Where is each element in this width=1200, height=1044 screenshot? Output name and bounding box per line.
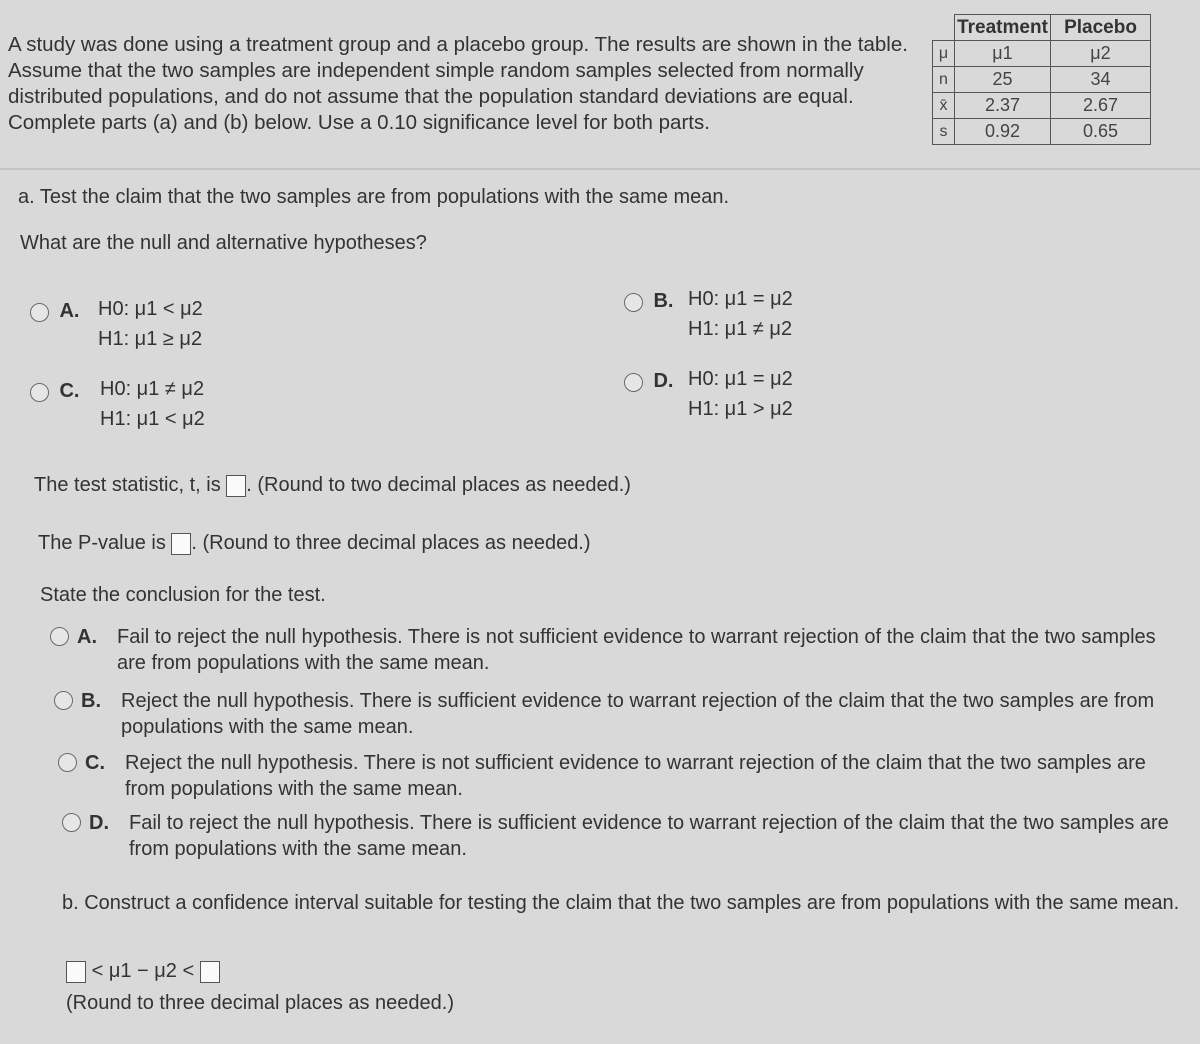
cell-placebo: 0.65 <box>1051 119 1151 145</box>
hypothesis-option-b[interactable] <box>624 290 673 313</box>
alt-hypothesis: H1: μ1 > μ2 <box>688 398 793 420</box>
alt-hypothesis: H1: μ1 ≠ μ2 <box>688 318 793 340</box>
conclusion-option-d[interactable] <box>62 810 1172 862</box>
intro-line: distributed populations, and do not assume that the population standard deviations are equal. <box>8 85 854 108</box>
cell-treatment: 25 <box>955 67 1051 93</box>
conclusion-option-c[interactable] <box>58 750 1168 802</box>
null-hypothesis: H0: μ1 = μ2 <box>688 368 793 390</box>
table-row <box>933 119 1151 145</box>
intro-line: Assume that the two samples are independent simple random samples selected from normally <box>8 59 864 82</box>
option-letter: D. <box>653 370 674 392</box>
problem-intro <box>8 32 928 136</box>
cell-treatment: 0.92 <box>955 119 1051 145</box>
hypothesis-option-b-text <box>688 284 793 344</box>
interval-expression: μ1 − μ2 <box>108 960 177 982</box>
ci-lower-input[interactable] <box>66 961 86 983</box>
conclusion-option-b[interactable] <box>54 688 1164 740</box>
table-row <box>933 67 1151 93</box>
null-hypothesis: H0: μ1 = μ2 <box>688 288 793 310</box>
row-label: s <box>933 119 955 145</box>
conclusion-text: are from populations with the same mean. <box>117 652 490 674</box>
option-letter: B. <box>81 690 101 712</box>
hypothesis-option-c-text <box>100 374 205 434</box>
hypothesis-option-c[interactable] <box>30 380 79 403</box>
radio-button[interactable] <box>624 293 643 312</box>
hypothesis-option-a-text <box>98 294 203 354</box>
alt-hypothesis: H1: μ1 < μ2 <box>100 408 205 430</box>
option-letter: C. <box>85 752 105 774</box>
radio-button[interactable] <box>50 627 69 646</box>
conclusion-prompt: State the conclusion for the test. <box>40 584 326 606</box>
part-b-claim: b. Construct a confidence interval suitable for testing the claim that the two samples are from populations with the same mean. <box>62 892 1180 914</box>
row-label: n <box>933 67 955 93</box>
table-row <box>933 41 1151 67</box>
option-letter: D. <box>89 812 109 834</box>
intro-line: Complete parts (a) and (b) below. Use a 0.10 significance level for both parts. <box>8 111 710 134</box>
section-divider <box>0 168 1200 170</box>
radio-button[interactable] <box>62 813 81 832</box>
header-treatment: Treatment <box>955 15 1051 41</box>
conclusion-text: Reject the null hypothesis. There is not sufficient evidence to warrant rejection of the claim that the two samples are <box>125 752 1146 774</box>
hypothesis-option-d[interactable] <box>624 370 673 393</box>
radio-button[interactable] <box>624 373 643 392</box>
p-value-input[interactable] <box>171 533 191 555</box>
alt-hypothesis: H1: μ1 ≥ μ2 <box>98 328 203 350</box>
confidence-interval-row <box>66 960 220 983</box>
cell-treatment: μ1 <box>955 41 1051 67</box>
less-than-sign: < <box>182 960 195 982</box>
radio-button[interactable] <box>58 753 77 772</box>
conclusion-text: from populations with the same mean. <box>125 778 463 800</box>
part-a-claim: a. Test the claim that the two samples are from populations with the same mean. <box>18 186 730 208</box>
p-value-row <box>38 532 591 555</box>
radio-button[interactable] <box>30 303 49 322</box>
hypothesis-option-a[interactable] <box>30 300 79 323</box>
hypotheses-question: What are the null and alternative hypotheses? <box>20 232 427 254</box>
test-statistic-label: The test statistic, t, is <box>34 474 221 496</box>
null-hypothesis: H0: μ1 < μ2 <box>98 298 203 320</box>
rounding-note: (Round to three decimal places as needed.) <box>66 992 455 1014</box>
cell-placebo: μ2 <box>1051 41 1151 67</box>
conclusion-text: from populations with the same mean. <box>129 838 467 860</box>
conclusion-option-a[interactable] <box>50 624 1160 676</box>
intro-line: A study was done using a treatment group and a placebo group. The results are shown in the table. <box>8 33 908 56</box>
row-label: μ <box>933 41 955 67</box>
conclusion-text: Fail to reject the null hypothesis. There is sufficient evidence to warrant rejection of the claim that the two samples are <box>129 812 1169 834</box>
hypothesis-option-d-text <box>688 364 793 424</box>
conclusion-text: populations with the same mean. <box>121 716 414 738</box>
cell-placebo: 34 <box>1051 67 1151 93</box>
table-row <box>933 93 1151 119</box>
rounding-note: . (Round to three decimal places as needed.) <box>191 532 591 554</box>
option-letter: C. <box>59 380 80 402</box>
option-letter: A. <box>59 300 80 322</box>
test-statistic-input[interactable] <box>226 475 246 497</box>
table-corner <box>933 15 955 41</box>
conclusion-text: Fail to reject the null hypothesis. There is not sufficient evidence to warrant rejection of the claim that the two samples <box>117 626 1156 648</box>
radio-button[interactable] <box>54 691 73 710</box>
less-than-sign: < <box>91 960 104 982</box>
null-hypothesis: H0: μ1 ≠ μ2 <box>100 378 205 400</box>
header-placebo: Placebo <box>1051 15 1151 41</box>
option-letter: B. <box>653 290 674 312</box>
cell-treatment: 2.37 <box>955 93 1051 119</box>
cell-placebo: 2.67 <box>1051 93 1151 119</box>
p-value-label: The P-value is <box>38 532 166 554</box>
option-letter: A. <box>77 626 97 648</box>
radio-button[interactable] <box>30 383 49 402</box>
ci-upper-input[interactable] <box>200 961 220 983</box>
conclusion-text: Reject the null hypothesis. There is sufficient evidence to warrant rejection of the claim that the two samples are from <box>121 690 1155 712</box>
test-statistic-row <box>34 474 631 497</box>
data-table <box>932 14 1151 145</box>
row-label: x̄ <box>933 93 955 119</box>
rounding-note: . (Round to two decimal places as needed.) <box>246 474 631 496</box>
